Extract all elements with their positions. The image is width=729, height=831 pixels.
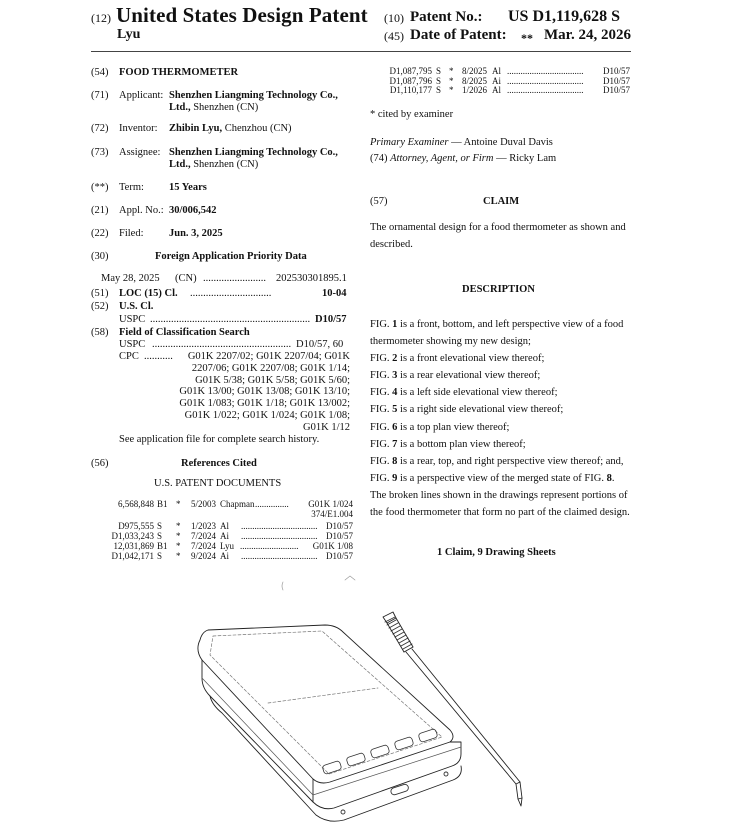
priority-country: (CN) (175, 273, 197, 284)
reference-dots: .......................... (240, 541, 299, 551)
inventor-label: Inventor: (119, 123, 158, 134)
description-heading: DESCRIPTION (462, 284, 535, 295)
reference-row (370, 66, 630, 76)
description-block (370, 316, 632, 521)
applicant-name1: Shenzhen Liangming Technology Co., (169, 90, 338, 101)
applicant-value (169, 90, 359, 114)
reference-kind: S (436, 75, 442, 86)
reference-class: D10/57 (326, 521, 353, 531)
fig-description: FIG. 5 is a right side elevational view thereof; (370, 404, 564, 416)
code-56: (56) (91, 458, 109, 469)
reference-star: * (449, 85, 454, 95)
reference-kind: S (157, 551, 163, 561)
field-uspc-value: D10/57, 60 (296, 339, 344, 350)
reference-row (91, 499, 353, 519)
cpc-line: 2207/06; G01K 2207/08; G01K 1/14; (191, 362, 350, 374)
reference-name: Al (220, 521, 229, 531)
filed-value: Jun. 3, 2025 (169, 228, 223, 239)
thermometer-drawing (150, 570, 590, 831)
fig-description: FIG. 8 is a rear, top, and right perspective view thereof; and, (370, 455, 624, 467)
reference-name: Al (492, 66, 501, 76)
reference-date: 7/2024 (191, 531, 217, 541)
reference-number: D1,087,796 (389, 75, 432, 86)
inventor-surname: Lyu (117, 27, 141, 42)
patent-date: Mar. 24, 2026 (544, 27, 631, 43)
us-patent-docs-heading: U.S. PATENT DOCUMENTS (154, 478, 282, 489)
references-heading: References Cited (181, 458, 257, 469)
reference-dots: .................................. (241, 521, 318, 531)
reference-dots: .................................. (507, 85, 584, 95)
reference-name: Ai (220, 551, 229, 561)
primary-examiner (370, 137, 553, 148)
code-21: (21) (91, 205, 109, 216)
cpc-line: G01K 5/38; G01K 5/58; G01K 5/60; (195, 374, 350, 386)
reference-date: 9/2024 (191, 551, 217, 561)
attorney-label: Attorney, Agent, or Firm (390, 153, 494, 164)
appl-no-label: Appl. No.: (119, 205, 164, 216)
patent-no: US D1,119,628 S (508, 8, 621, 25)
attorney (370, 153, 556, 164)
reference-row (370, 85, 630, 95)
reference-date: 8/2025 (462, 75, 488, 86)
cpc-line: G01K 1/022; G01K 1/024; G01K 1/08; (184, 409, 350, 421)
priority-heading: Foreign Application Priority Data (155, 251, 307, 262)
us-cl-label: U.S. Cl. (119, 301, 154, 312)
loc-dots: ............................... (190, 288, 272, 299)
reference-class: D10/57 (326, 531, 353, 541)
reference-date: 8/2025 (462, 66, 488, 76)
reference-class: D10/57 (603, 75, 630, 86)
assignee-name2: Ltd., (169, 159, 191, 170)
reference-class: G01K 1/08 (312, 541, 353, 551)
reference-number: 12,031,869 (113, 541, 154, 551)
broken-lines-note: The broken lines shown in the drawings represent portions of the food thermometer that form no part of the claimed design. (370, 489, 630, 519)
reference-number: D1,033,243 (111, 531, 154, 541)
reference-name: Al (492, 85, 501, 95)
code-57: (57) (370, 196, 388, 207)
code-52: (52) (91, 301, 109, 312)
fig-description: FIG. 2 is a front elevational view thereof; (370, 353, 545, 365)
reference-name: Chapman (220, 499, 255, 509)
field-uspc-dots: ..................................................... (152, 339, 292, 350)
reference-name: Ai (492, 75, 501, 86)
header-rule (91, 51, 631, 52)
loc-value: 10-04 (322, 288, 347, 299)
reference-class: D10/57 (326, 551, 353, 561)
field-uspc-label: USPC (119, 339, 146, 350)
reference-date: 7/2024 (191, 541, 217, 551)
fig-description: FIG. 4 is a left side elevational view thereof; (370, 387, 558, 399)
reference-star: * (449, 75, 454, 86)
fig-description: FIG. 6 is a top plan view thereof; (370, 421, 510, 433)
cpc-classification-lines (150, 351, 350, 434)
reference-row (91, 551, 353, 571)
us-cl-dots: ............................................................. (150, 314, 311, 325)
code-72: (72) (91, 123, 109, 134)
field-search-label: Field of Classification Search (119, 327, 250, 338)
fig-description: FIG. 3 is a rear elevational view thereof; (370, 370, 541, 382)
reference-dots: .................................. (507, 75, 584, 86)
fig-description: FIG. 9 is a perspective view of the merged state of FIG. 8. (370, 472, 615, 484)
primary-examiner-label: Primary Examiner (370, 137, 449, 148)
reference-class: D10/57 (603, 85, 630, 95)
claim-text: The ornamental design for a food thermometer as shown and described. (370, 222, 626, 250)
design-title: FOOD THERMOMETER (119, 67, 239, 78)
applicant-name2: Ltd., (169, 102, 191, 113)
reference-class: G01K 1/024 (308, 499, 353, 509)
reference-number: 6,568,848 (118, 499, 154, 509)
us-cl-value: D10/57 (315, 314, 347, 325)
code-45: (45) (384, 29, 404, 43)
reference-star: * (449, 66, 454, 76)
reference-dots: .................................. (241, 531, 318, 541)
assignee-loc: Shenzhen (CN) (190, 159, 259, 170)
code-54: (54) (91, 67, 109, 78)
reference-star: * (176, 541, 181, 551)
reference-dots: .................................. (241, 551, 318, 561)
code-71: (71) (91, 90, 109, 101)
inventor-loc: Chenzhou (CN) (222, 123, 292, 134)
reference-class: D10/57 (603, 66, 630, 76)
reference-date: 1/2023 (191, 521, 217, 531)
code-73: (73) (91, 147, 109, 158)
assignee-label: Assignee: (119, 147, 161, 158)
see-application-note: See application file for complete search history. (119, 434, 320, 445)
assignee-name1: Shenzhen Liangming Technology Co., (169, 147, 338, 158)
priority-dots: ........................ (203, 273, 266, 284)
claims-sheets: 1 Claim, 9 Drawing Sheets (437, 547, 556, 558)
reference-number: D975,555 (118, 521, 154, 531)
reference-kind: S (157, 531, 163, 541)
reference-kind: S (436, 85, 442, 95)
inventor-name: Zhibin Lyu, (169, 123, 223, 134)
priority-date: May 28, 2025 (101, 273, 160, 284)
field-cpc-dots: ........... (144, 351, 173, 362)
date-mark: ** (521, 31, 533, 45)
filed-label: Filed: (119, 228, 144, 239)
us-cl-uspc: USPC (119, 314, 146, 325)
code-51: (51) (91, 288, 109, 299)
reference-dots: ............... (255, 499, 289, 509)
reference-kind: B1 (157, 499, 168, 509)
fig-description: FIG. 7 is a bottom plan view thereof; (370, 438, 526, 450)
term-value: 15 Years (169, 182, 207, 193)
code-10: (10) (384, 11, 404, 25)
reference-kind: S (157, 521, 163, 531)
reference-number: D1,087,795 (389, 66, 432, 76)
cpc-line: G01K 13/00; G01K 13/08; G01K 13/10; (179, 386, 350, 398)
reference-class-secondary: 374/E1.004 (311, 509, 353, 519)
assignee-value (169, 147, 359, 171)
reference-star: * (176, 551, 181, 561)
reference-date: 1/2026 (462, 85, 488, 95)
cited-by-examiner-note: * cited by examiner (370, 109, 454, 120)
code-58: (58) (91, 327, 109, 338)
reference-date: 5/2003 (191, 499, 217, 509)
priority-number: 202530301895.1 (276, 273, 347, 284)
reference-row (370, 76, 630, 86)
applicant-loc: Shenzhen (CN) (190, 102, 259, 113)
cpc-line: G01K 1/12 (303, 421, 350, 433)
inventor-value (169, 123, 292, 134)
reference-dots: .................................. (507, 66, 584, 76)
term-label: Term: (119, 182, 144, 193)
cpc-line: G01K 1/083; G01K 1/18; G01K 13/002; (179, 398, 350, 410)
code-22: (22) (91, 228, 109, 239)
reference-star: * (176, 499, 181, 509)
reference-star: * (176, 531, 181, 541)
reference-kind: B1 (157, 541, 168, 551)
loc-label: LOC (15) Cl. (119, 288, 178, 299)
fig-description: FIG. 1 is a front, bottom, and left perspective view of a food thermometer showing my new design; (370, 319, 624, 348)
code-term: (**) (91, 182, 109, 193)
field-cpc-label: CPC (119, 351, 139, 362)
code-12: (12) (91, 11, 111, 25)
date-label: Date of Patent: (410, 27, 507, 43)
applicant-label: Applicant: (119, 90, 164, 101)
attorney-value: — Ricky Lam (493, 153, 557, 164)
patent-type-title: United States Design Patent (116, 3, 368, 27)
reference-star: * (176, 521, 181, 531)
reference-kind: S (436, 66, 442, 76)
code-30: (30) (91, 251, 109, 262)
reference-name: Lyu (220, 541, 235, 551)
reference-name: Ai (220, 531, 229, 541)
claim-heading: CLAIM (483, 196, 520, 207)
cpc-line: G01K 2207/02; G01K 2207/04; G01K (187, 351, 350, 362)
code-74: (74) (370, 153, 388, 164)
appl-no-value: 30/006,542 (169, 205, 217, 216)
patent-no-label: Patent No.: (410, 9, 483, 25)
primary-examiner-name: — Antoine Duval Davis (448, 137, 553, 148)
reference-number: D1,110,177 (389, 85, 432, 95)
reference-number: D1,042,171 (111, 551, 154, 561)
